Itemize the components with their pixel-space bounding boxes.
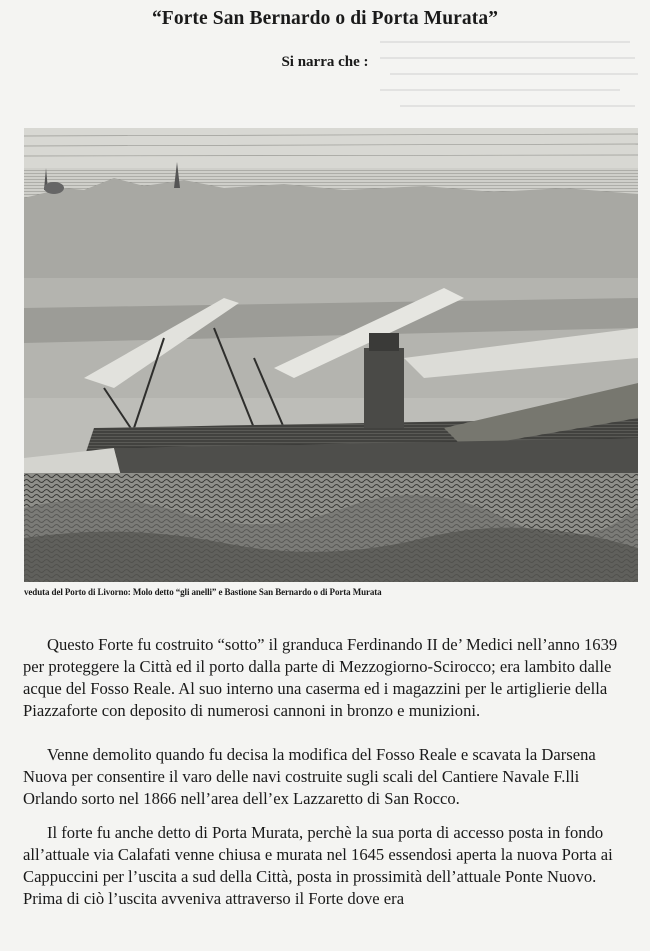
paragraph-2 <box>23 744 633 810</box>
bleed-through-text <box>380 28 640 128</box>
harbor-engraving-image <box>24 128 638 582</box>
image-caption: veduta del Porto di Livorno: Molo detto “gli anelli” e Bastione San Bernardo o di Porta Murata <box>24 587 382 597</box>
paragraph-1 <box>23 634 633 722</box>
paragraph-text: Venne demolito quando fu decisa la modifica del Fosso Reale e scavata la Darsena Nuova per consentire il varo delle navi costruite sugli scali del Cantiere Navale F.lli Orlando sorto nel 1866 nell’area dell’ex Lazzaretto di San Rocco. <box>23 745 596 808</box>
page-subtitle: Si narra che : <box>281 54 369 70</box>
page-title: “Forte San Bernardo o di Porta Murata” <box>151 8 499 29</box>
paragraph-3 <box>23 822 633 910</box>
paragraph-text: Il forte fu anche detto di Porta Murata, perchè la sua porta di accesso posta in fondo all’attuale via Calafati venne chiusa e murata nel 1645 essendosi aperta la nuova Porta ai Cappuccini per l’uscita a sud della Città, posta in prossimità dell’attuale Ponte Nuovo. Prima di ciò l’uscita avveniva attraverso il Forte dove era <box>23 823 613 908</box>
paragraph-text: Questo Forte fu costruito “sotto” il granduca Ferdinando II de’ Medici nell’anno 1639 per proteggere la Città ed il porto dalla parte di Mezzogiorno-Scirocco; era lambito dalle acque del Fosso Reale. Al suo interno una caserma ed i magazzini per le artiglierie della Piazzaforte con deposito di numerosi cannoni in bronzo e munizioni. <box>23 635 618 720</box>
